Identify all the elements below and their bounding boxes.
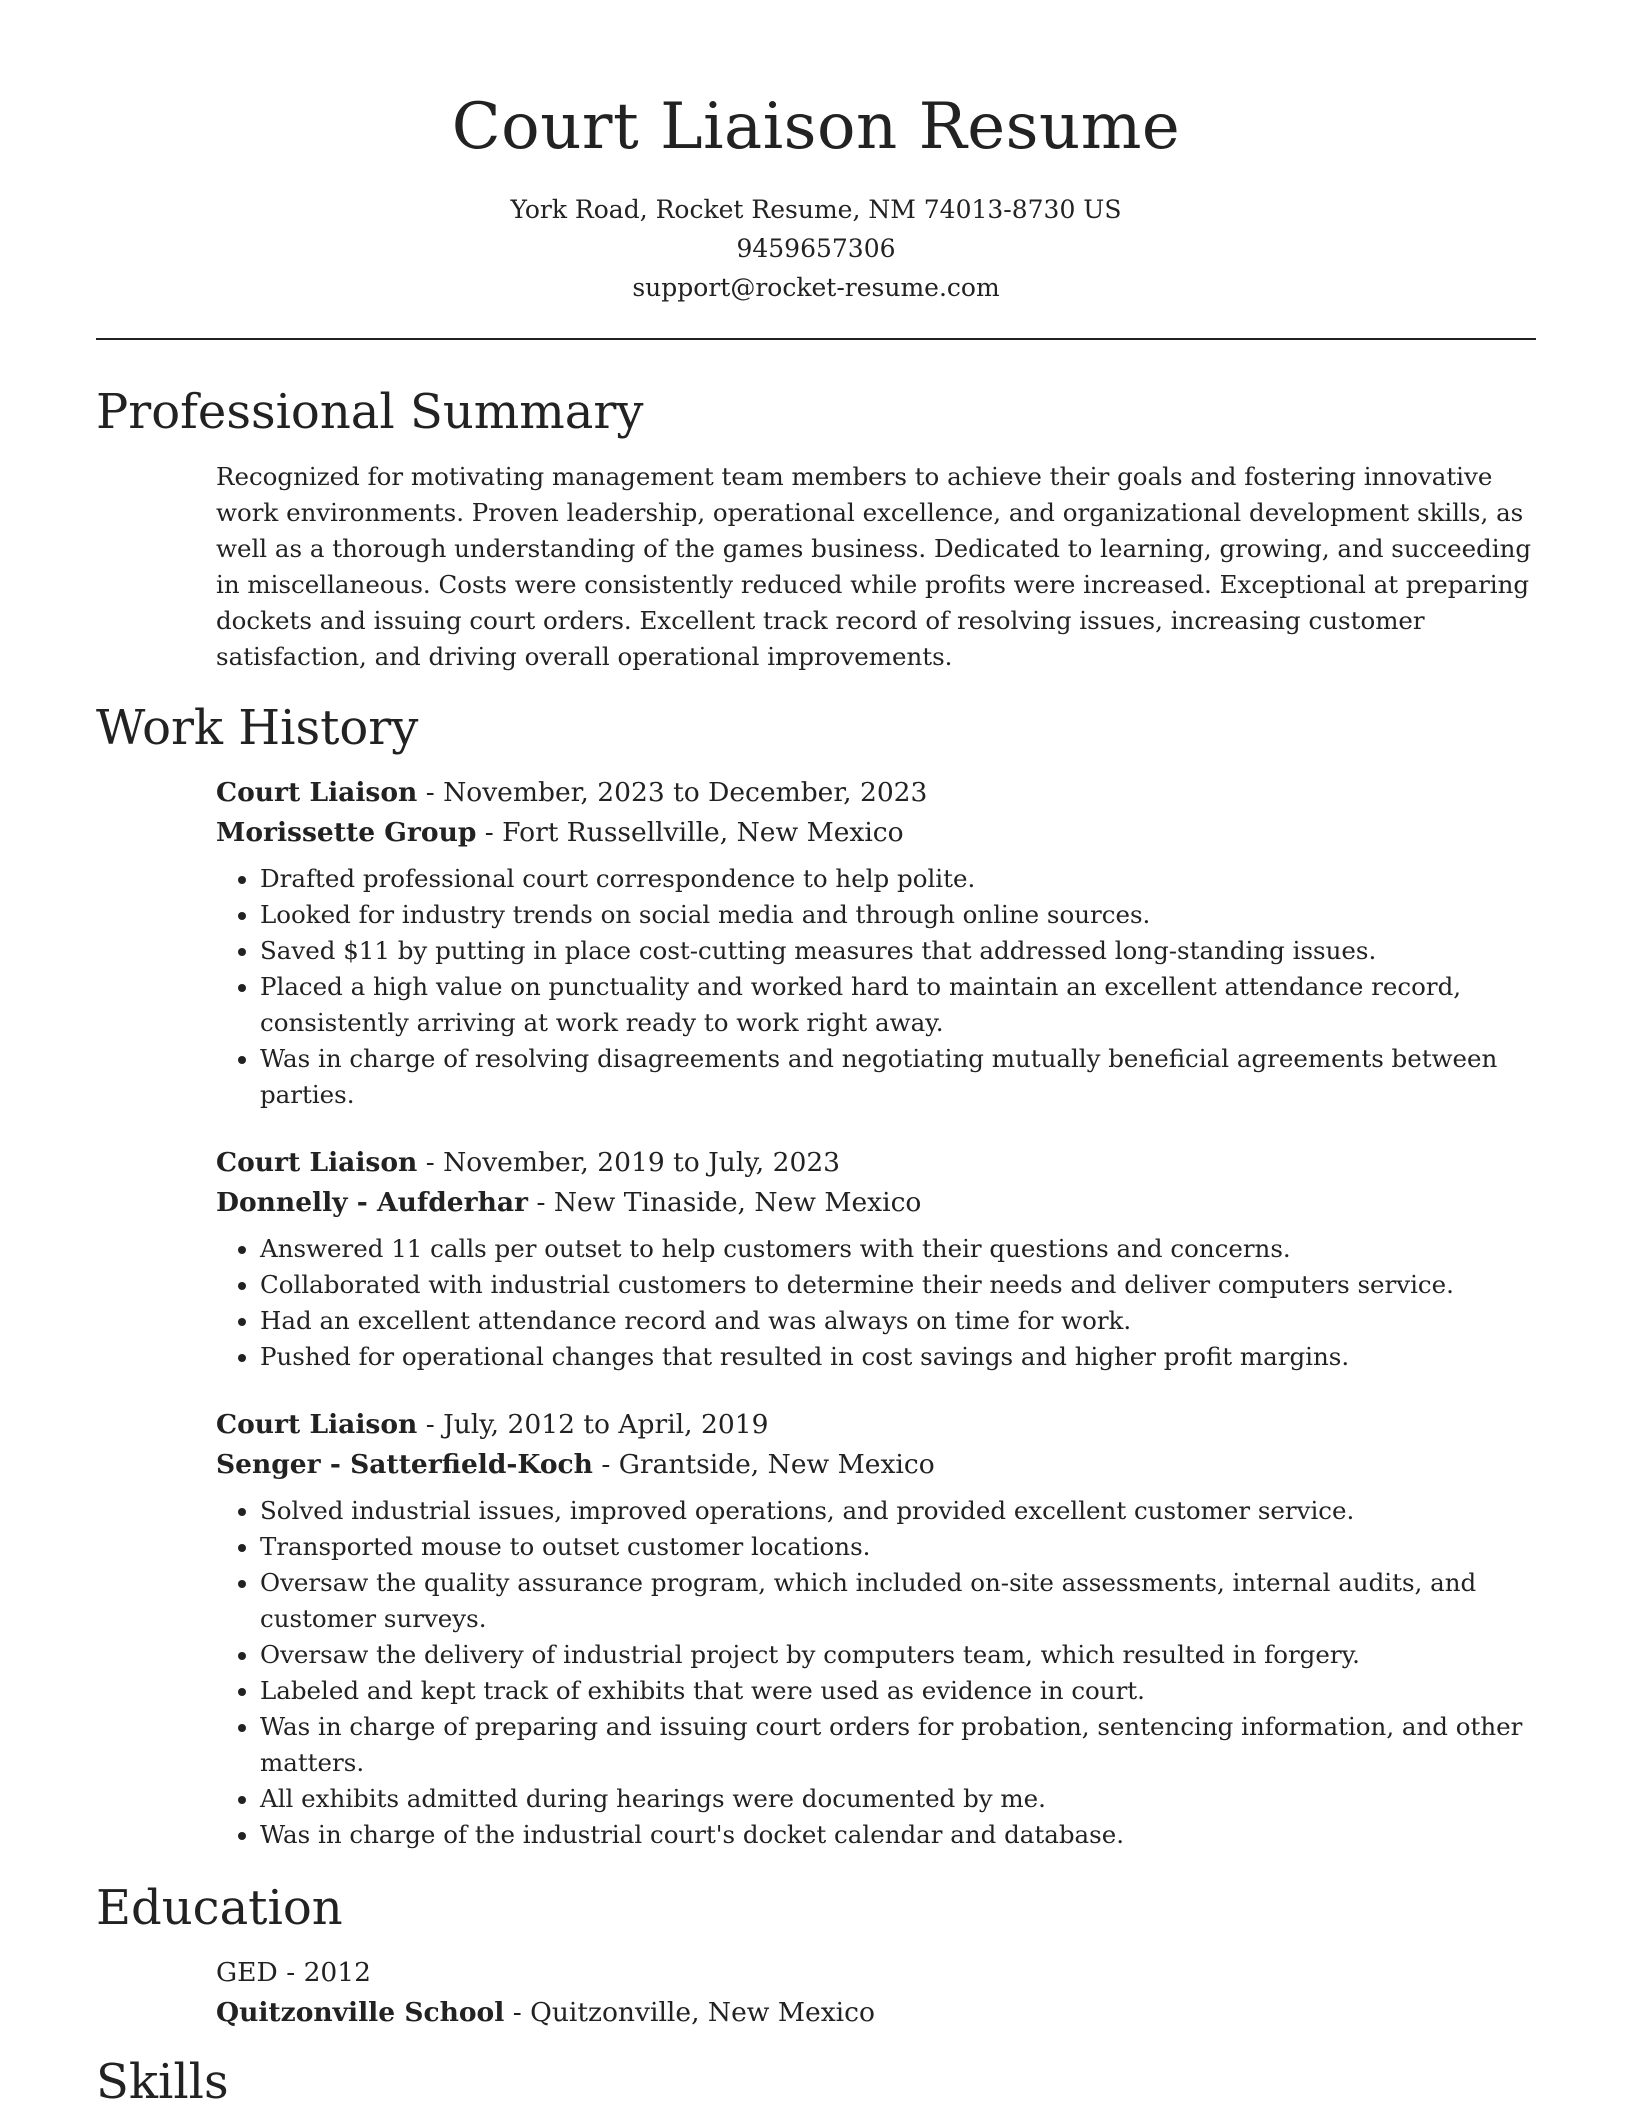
resume-page xyxy=(96,0,1536,2113)
job-role: Court Liaison xyxy=(216,1147,418,1178)
job-company-line xyxy=(216,1183,1536,1223)
job-dates: - November, 2023 to December, 2023 xyxy=(417,777,928,808)
contact-phone: 9459657306 xyxy=(736,234,896,263)
job-bullet: • Answered 11 calls per outset to help customers with their questions and concerns. xyxy=(260,1231,1536,1267)
education-school-line xyxy=(216,1993,1536,2033)
resume-title: Court Liaison Resume xyxy=(451,90,1181,164)
job-dates: - November, 2019 to July, 2023 xyxy=(417,1147,841,1178)
job-entry xyxy=(216,1143,1536,1375)
header-divider xyxy=(96,338,1536,340)
summary-text: Recognized for motivating management team members to achieve their goals and fostering innovative work environments. Proven leadership, operational excellence, and organizational development skills, as well as a thorough understanding of the games business. Dedicated to learning, growing, and succeeding in miscellaneous. Costs were consistently reduced while profits were increased. Exceptional at preparing dockets and issuing court orders. Excellent track record of resolving issues, increasing customer satisfaction, and driving overall operational improvements. xyxy=(216,462,1532,671)
job-bullet: • Was in charge of the industrial court's docket calendar and database. xyxy=(260,1817,1536,1853)
job-bullet: • Pushed for operational changes that resulted in cost savings and higher profit margins. xyxy=(260,1339,1536,1375)
section-education xyxy=(96,1877,1536,2033)
job-company: Senger - Satterfield-Koch xyxy=(216,1449,593,1480)
contact-email: support@rocket-resume.com xyxy=(632,273,1000,302)
job-bullet: • Drafted professional court correspondence to help polite. xyxy=(260,861,1536,897)
education-school: Quitzonville School xyxy=(216,1997,505,2028)
job-bullet: • All exhibits admitted during hearings were documented by me. xyxy=(260,1781,1536,1817)
job-bullet: • Transported mouse to outset customer locations. xyxy=(260,1529,1536,1565)
job-bullet: • Oversaw the quality assurance program, which included on-site assessments, internal audits, and customer surveys. xyxy=(260,1565,1536,1637)
job-bullet: • Placed a high value on punctuality and worked hard to maintain an excellent attendance record, consistently arriving at work ready to work right away. xyxy=(260,969,1536,1041)
job-role-line xyxy=(216,1143,1536,1183)
job-role-line xyxy=(216,773,1536,813)
education-entry xyxy=(216,1953,1536,2033)
section-summary xyxy=(96,381,1536,675)
section-work-history xyxy=(96,697,1536,1853)
job-dates: - July, 2012 to April, 2019 xyxy=(417,1409,769,1440)
education-degree: GED xyxy=(216,1957,278,1988)
job-bullets xyxy=(216,1231,1536,1375)
job-bullets xyxy=(216,1493,1536,1853)
job-bullet: • Collaborated with industrial customers to determine their needs and deliver computers service. xyxy=(260,1267,1536,1303)
job-bullet: • Was in charge of preparing and issuing court orders for probation, sentencing information, and other matters. xyxy=(260,1709,1536,1781)
job-bullet: • Was in charge of resolving disagreements and negotiating mutually beneficial agreements between parties. xyxy=(260,1041,1536,1113)
job-company-line xyxy=(216,813,1536,853)
job-role-line xyxy=(216,1405,1536,1445)
job-location: - Grantside, New Mexico xyxy=(592,1449,935,1480)
job-company: Morissette Group xyxy=(216,817,477,848)
contact-info xyxy=(96,190,1536,307)
job-role: Court Liaison xyxy=(216,777,418,808)
job-bullet: • Had an excellent attendance record and was always on time for work. xyxy=(260,1303,1536,1339)
education-year: - 2012 xyxy=(277,1957,372,1988)
job-entry xyxy=(216,1405,1536,1853)
section-title-skills: Skills xyxy=(96,2054,229,2110)
section-skills xyxy=(96,2051,1536,2113)
job-bullet: • Oversaw the delivery of industrial project by computers team, which resulted in forgery. xyxy=(260,1637,1536,1673)
job-bullet: • Saved $11 by putting in place cost-cutting measures that addressed long-standing issues. xyxy=(260,933,1536,969)
job-location: - Fort Russellville, New Mexico xyxy=(476,817,904,848)
education-degree-line xyxy=(216,1953,1536,1993)
job-bullet: • Looked for industry trends on social media and through online sources. xyxy=(260,897,1536,933)
job-bullet: • Solved industrial issues, improved operations, and provided excellent customer service. xyxy=(260,1493,1536,1529)
job-location: - New Tinaside, New Mexico xyxy=(528,1187,922,1218)
job-bullet: • Labeled and kept track of exhibits that were used as evidence in court. xyxy=(260,1673,1536,1709)
education-location: - Quitzonville, New Mexico xyxy=(504,1997,875,2028)
contact-address: York Road, Rocket Resume, NM 74013-8730 US xyxy=(510,195,1122,224)
section-title-summary: Professional Summary xyxy=(96,384,644,440)
job-bullets xyxy=(216,861,1536,1113)
section-title-education: Education xyxy=(96,1880,343,1936)
job-role: Court Liaison xyxy=(216,1409,418,1440)
job-entry xyxy=(216,773,1536,1113)
resume-header xyxy=(96,0,1536,307)
job-company-line xyxy=(216,1445,1536,1485)
job-company: Donnelly - Aufderhar xyxy=(216,1187,529,1218)
section-title-work-history: Work History xyxy=(96,700,419,756)
